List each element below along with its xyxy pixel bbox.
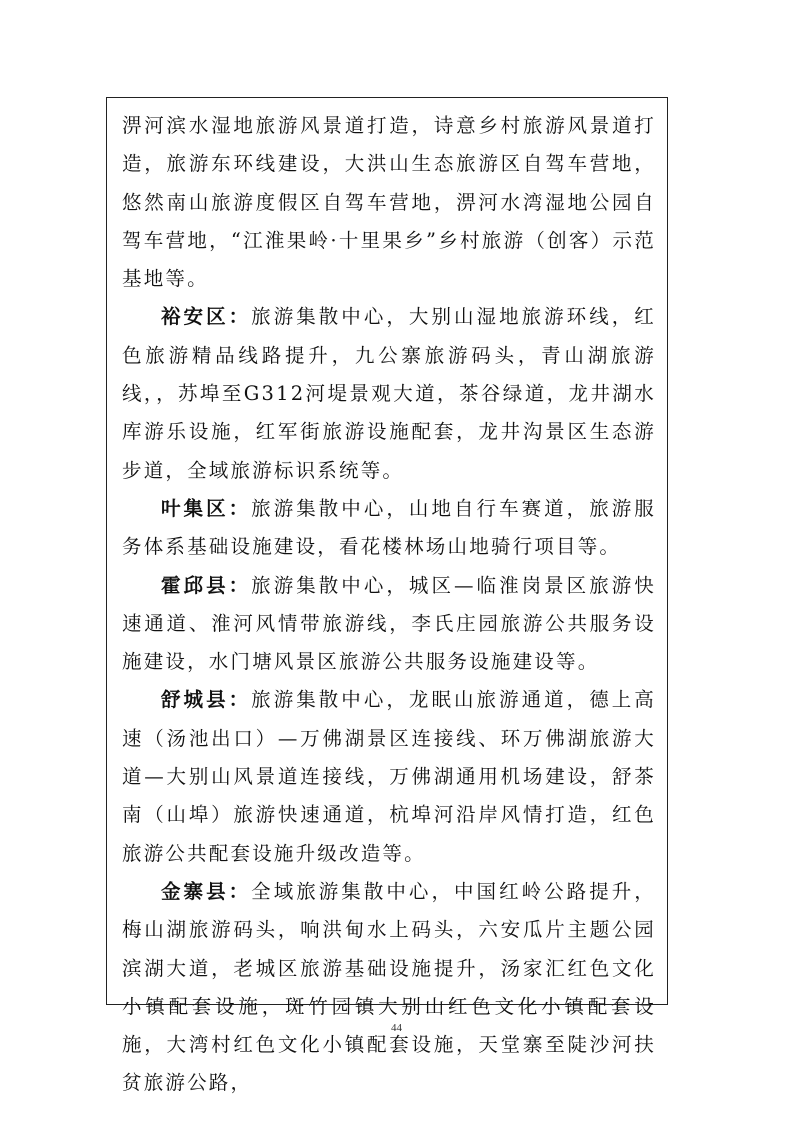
section-title: 霍邱县： — [161, 573, 252, 597]
section-text: 旅游集散中心，大别山湿地旅游环线，红色旅游精品线路提升，九公寨旅游码头，青山湖旅游线，，苏埠至G312河堤景观大道，茶谷绿道，龙井湖水库游乐设施，红军街旅游设施配套，龙井沟景区生态游步道，全域旅游标识系统等。 — [122, 305, 656, 482]
section-shucheng-county — [122, 681, 656, 872]
section-jinzhai-county — [122, 873, 656, 1103]
section-text: 旅游集散中心，城区—临淮岗景区旅游快速通道、淮河风情带旅游线，李氏庄园旅游公共服务设施建设，水门塘风景区旅游公共服务设施建设等。 — [122, 573, 656, 674]
section-text: 旅游集散中心，龙眠山旅游通道，德上高速（汤池出口）—万佛湖景区连接线、环万佛湖旅游大道—大别山风景道连接线，万佛湖通用机场建设，舒茶南（山埠）旅游快速通道，杭埠河沿岸风情打造，红色旅游公共配套设施升级改造等。 — [122, 688, 656, 865]
section-title: 叶集区： — [161, 496, 252, 520]
section-yeji-district — [122, 490, 656, 567]
section-huoqiu-county — [122, 567, 656, 682]
document-body — [122, 107, 656, 1103]
section-text: 旅游集散中心，山地自行车赛道，旅游服务体系基础设施建设，看花楼林场山地骑行项目等。 — [122, 496, 656, 559]
section-title: 舒城县： — [161, 688, 252, 712]
section-yuan-district — [122, 298, 656, 489]
intro-paragraph: 淠河滨水湿地旅游风景道打造，诗意乡村旅游风景道打造，旅游东环线建设，大洪山生态旅游区自驾车营地，悠然南山旅游度假区自驾车营地，淠河水湾湿地公园自驾车营地，“江淮果岭·十里果乡”乡村旅游（创客）示范基地等。 — [122, 114, 656, 291]
section-text: 全域旅游集散中心，中国红岭公路提升，梅山湖旅游码头，响洪甸水上码头，六安瓜片主题公园滨湖大道，老城区旅游基础设施提升，汤家汇红色文化小镇配套设施，斑竹园镇大别山红色文化小镇配套设施，大湾村红色文化小镇配套设施，天堂寨至陡沙河扶贫旅游公路， — [122, 879, 656, 1095]
page-number: 44 — [391, 1022, 402, 1034]
section-title: 金寨县： — [161, 879, 252, 903]
section-title: 裕安区： — [161, 305, 252, 329]
